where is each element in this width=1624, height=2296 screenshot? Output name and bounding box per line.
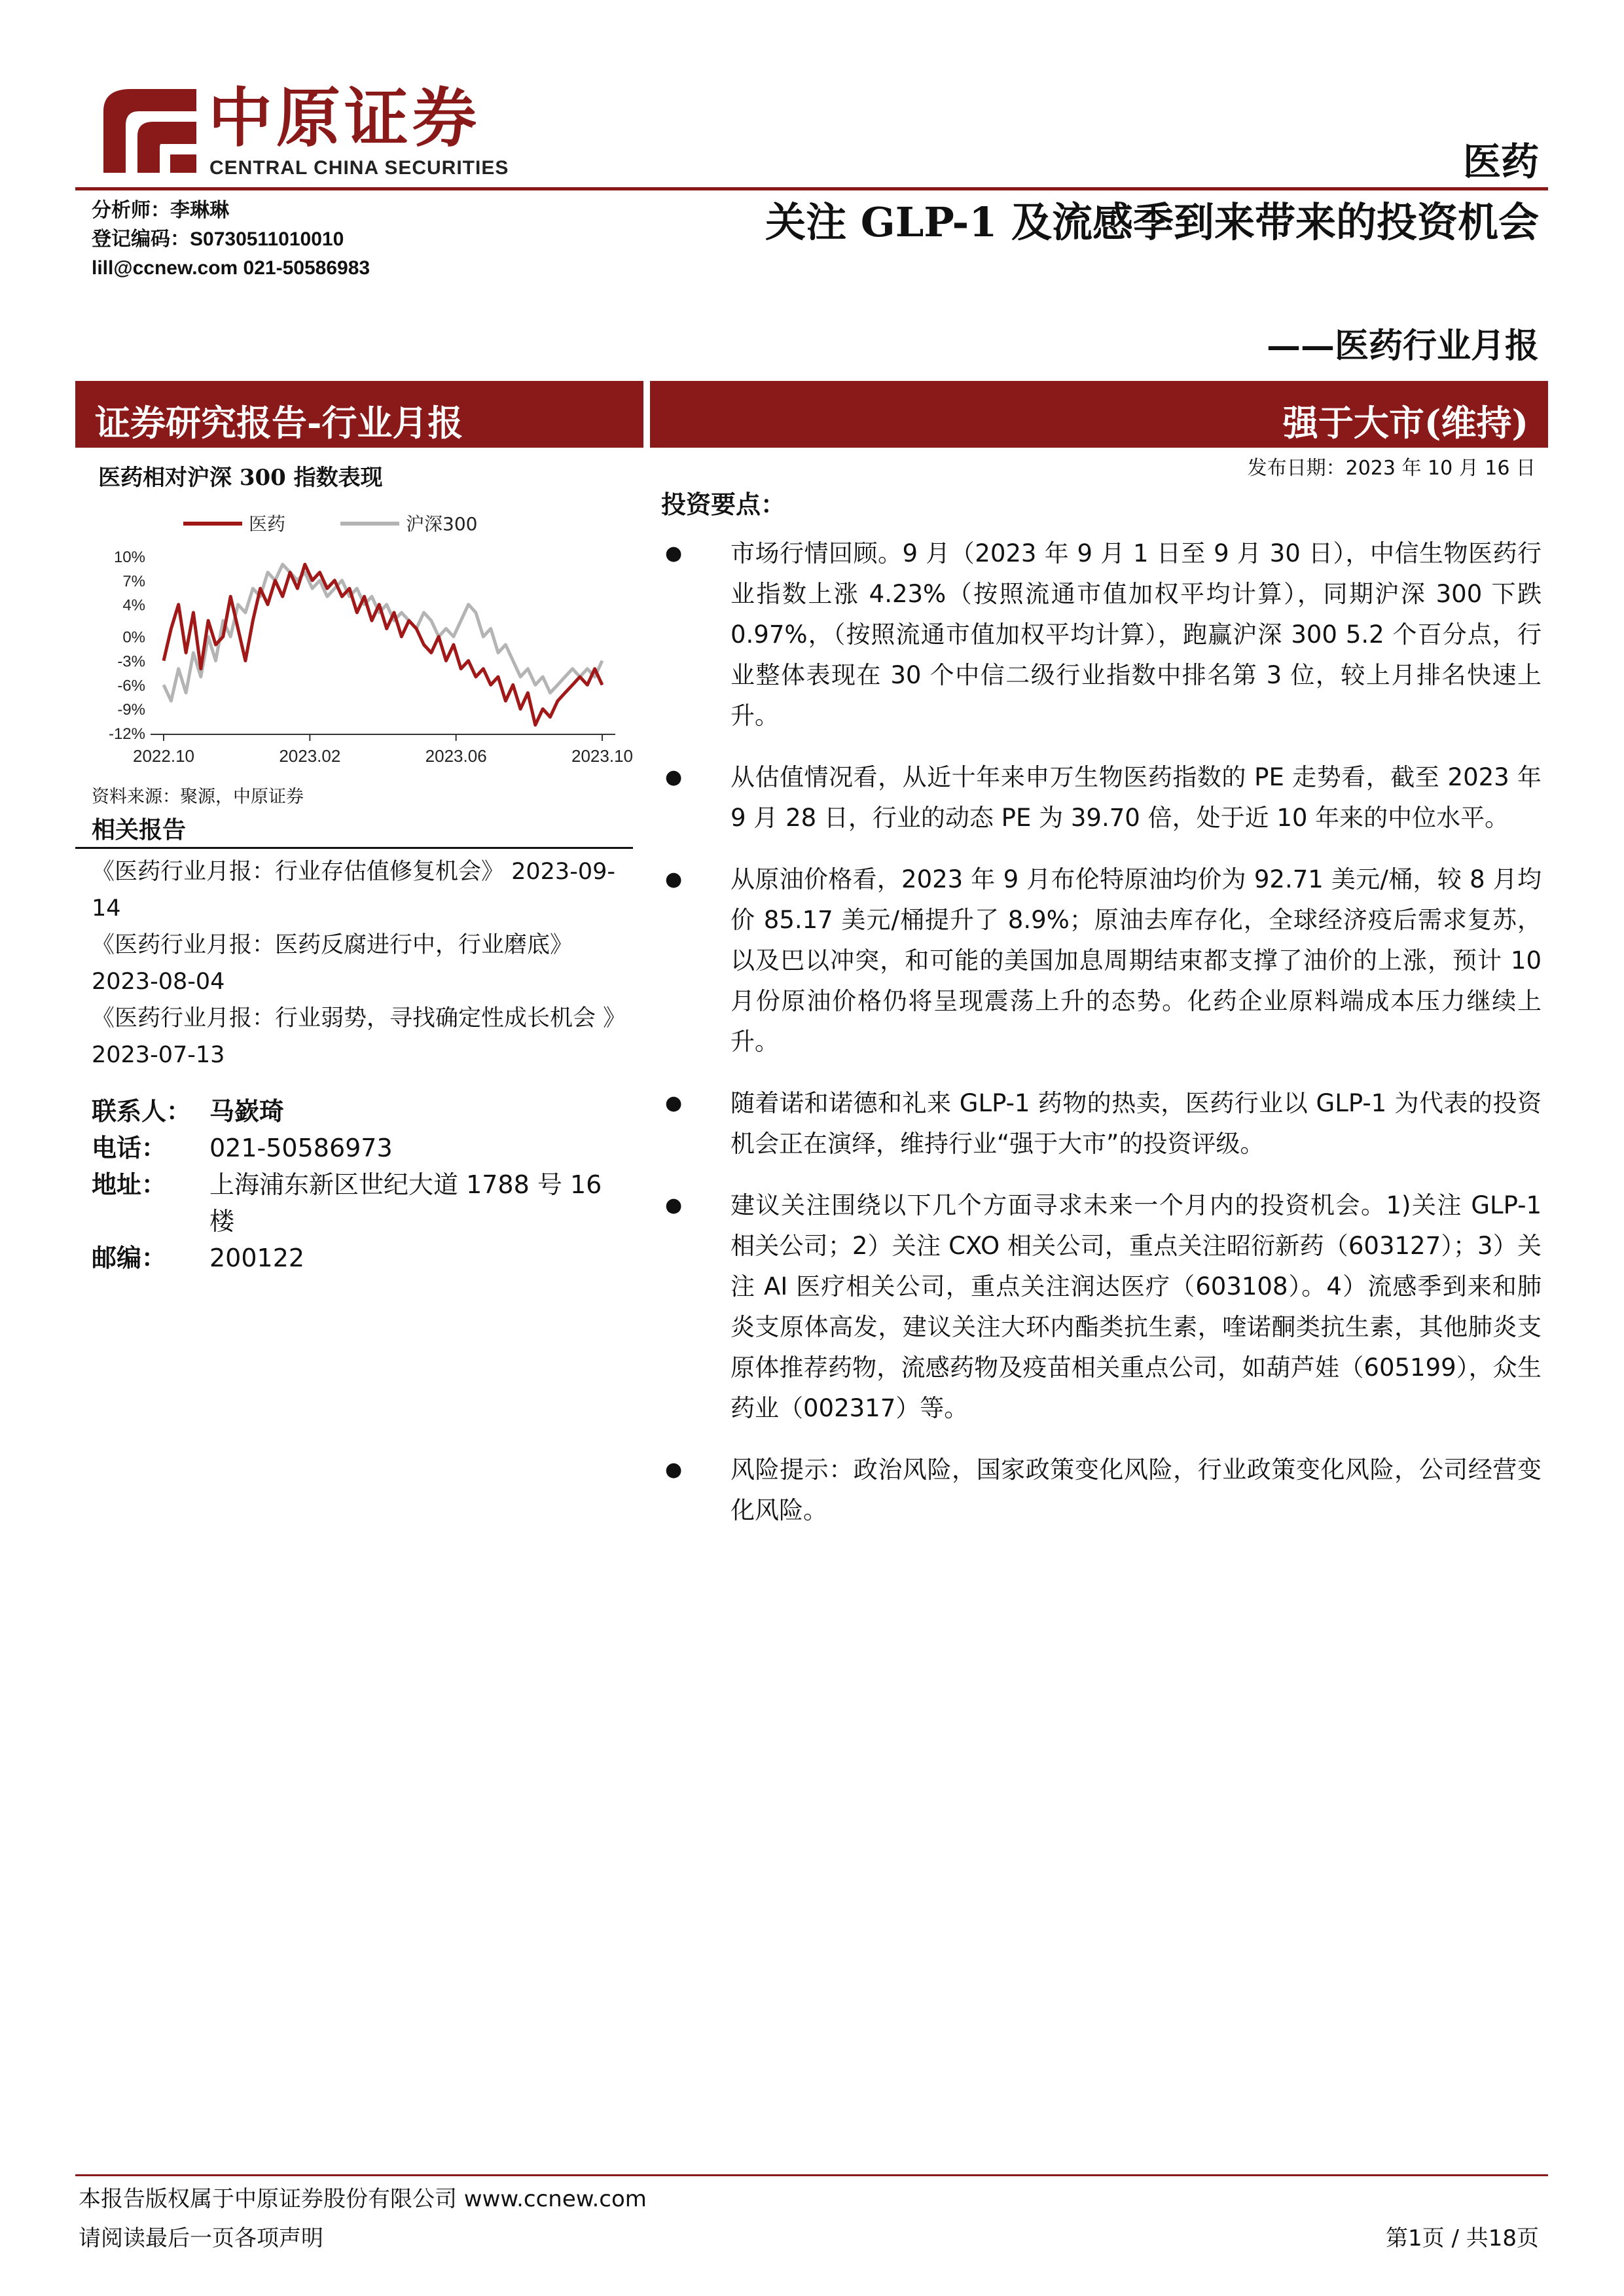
bullet-icon: ● bbox=[665, 868, 683, 891]
bullet-icon: ● bbox=[665, 766, 683, 789]
key-point-text: 从原油价格看，2023 年 9 月布伦特原油均价为 92.71 美元/桶，较 8 月均价 85.17 美元/桶提升了 8.9%；原油去库存化，全球经济疫后需求复苏，以及巴以冲突，和可能的美国加息周期结束都支撑了油价的上涨，预计 10 月份原油价格仍将呈现震荡上升的态势。化药企业原料端成本压力继续上升。 bbox=[731, 865, 1542, 1056]
related-divider bbox=[75, 847, 633, 849]
phone-value: 021-50586973 bbox=[209, 1134, 393, 1162]
y-tick-label: 4% bbox=[122, 596, 145, 615]
chart-source: 资料来源：聚源，中原证券 bbox=[92, 787, 304, 807]
address-label: 地址： bbox=[92, 1170, 167, 1199]
contact-person: 马嶔琦 bbox=[209, 1096, 285, 1126]
y-axis-ticks bbox=[109, 548, 145, 743]
rating-label: 强于大市(维持) bbox=[1282, 402, 1528, 444]
key-point-item bbox=[661, 533, 1542, 736]
report-type-label: 证券研究报告-行业月报 bbox=[95, 402, 463, 444]
y-tick-label: -9% bbox=[117, 701, 145, 719]
key-point-item bbox=[661, 1083, 1542, 1164]
copyright-notice: 本报告版权属于中原证券股份有限公司 www.ccnew.com bbox=[79, 2186, 647, 2212]
related-reports-list bbox=[92, 853, 635, 1073]
key-point-text: 市场行情回顾。9 月（2023 年 9 月 1 日至 9 月 30 日），中信生物医药行业指数上涨 4.23%（按照流通市值加权平均计算），同期沪深 300 下跌 0.97%，（按照流通市值加权平均计算），跑赢沪深 300 5.2 个百分点，行业整体表现在 30 个中信二级行业指数中排名第 3 位，较上月排名快速上升。 bbox=[731, 539, 1542, 730]
related-report-item[interactable]: 《医药行业月报：行业弱势，寻找确定性成长机会 》 2023-07-13 bbox=[92, 1005, 626, 1068]
key-point-item bbox=[661, 757, 1542, 838]
bullet-icon: ● bbox=[665, 1194, 683, 1217]
sector-label: 医药 bbox=[1462, 139, 1539, 184]
report-title: 关注 GLP-1 及流感季到来带来的投资机会 bbox=[765, 198, 1539, 246]
key-point-item bbox=[661, 1185, 1542, 1429]
analyst-name: 分析师：李琳琳 bbox=[92, 200, 229, 221]
page-number: 第1页 / 共18页 bbox=[1386, 2225, 1539, 2251]
analyst-registration: 登记编码：S0730511010010 bbox=[92, 228, 344, 250]
company-logo-icon bbox=[98, 85, 200, 177]
y-tick-label: 10% bbox=[113, 548, 145, 566]
logo-chinese-name: 中原证券 bbox=[208, 81, 481, 156]
disclaimer-note: 请阅读最后一页各项声明 bbox=[79, 2225, 323, 2251]
key-point-item bbox=[661, 859, 1542, 1062]
x-tick-label: 2023.02 bbox=[279, 746, 341, 766]
chart-lines bbox=[164, 564, 602, 725]
x-tick-label: 2022.10 bbox=[133, 746, 194, 766]
address-value: 上海浦东新区世纪大道 1788 号 16 楼 bbox=[209, 1170, 602, 1236]
key-points-heading: 投资要点： bbox=[661, 490, 786, 519]
key-point-text: 随着诺和诺德和礼来 GLP-1 药物的热卖，医药行业以 GLP-1 为代表的投资机会正在演绎，维持行业“强于大市”的投资评级。 bbox=[731, 1089, 1542, 1158]
report-type-band bbox=[75, 381, 643, 448]
publish-date: 发布日期：2023 年 10 月 16 日 bbox=[1247, 457, 1536, 480]
key-point-text: 建议关注围绕以下几个方面寻求未来一个月内的投资机会。1)关注 GLP-1 相关公司；2）关注 CXO 相关公司，重点关注昭衍新药（603127）；3）关注 AI 医疗相关公司，重点关注润达医疗（603108）。4）流感季到来和肺炎支原体高发，建议关注大环内酯类抗生素，喹诺酮类抗生素，其他肺炎支原体推荐药物，流感药物及疫苗相关重点公司，如葫芦娃（605199），众生药业（002317）等。 bbox=[731, 1191, 1542, 1422]
related-report-item[interactable]: 《医药行业月报：医药反腐进行中，行业磨底》 2023-08-04 bbox=[92, 932, 573, 995]
chart-title: 医药相对沪深 300 指数表现 bbox=[98, 465, 383, 491]
report-subtitle: ——医药行业月报 bbox=[1266, 326, 1539, 366]
related-reports-heading: 相关报告 bbox=[92, 816, 187, 844]
x-axis-ticks bbox=[133, 734, 633, 766]
contact-block bbox=[92, 1093, 628, 1276]
analyst-contact: lill@ccnew.com 021-50586983 bbox=[92, 257, 370, 279]
y-tick-label: 0% bbox=[122, 628, 145, 647]
y-tick-label: -12% bbox=[108, 725, 145, 743]
series-line-pharma bbox=[164, 564, 602, 725]
key-point-item bbox=[661, 1450, 1542, 1531]
key-point-text: 风险提示：政治风险，国家政策变化风险，行业政策变化风险，公司经营变化风险。 bbox=[731, 1456, 1542, 1524]
postcode-value: 200122 bbox=[209, 1244, 305, 1272]
bullet-icon: ● bbox=[665, 542, 683, 565]
x-tick-label: 2023.06 bbox=[425, 746, 487, 766]
header-divider bbox=[75, 187, 1548, 190]
performance-chart bbox=[92, 497, 635, 772]
legend-label: 医药 bbox=[249, 513, 286, 535]
rating-band bbox=[650, 381, 1548, 448]
key-points-list bbox=[661, 533, 1542, 1552]
postcode-label: 邮编： bbox=[92, 1243, 167, 1272]
footer-divider bbox=[75, 2174, 1548, 2176]
key-point-text: 从估值情况看，从近十年来申万生物医药指数的 PE 走势看，截至 2023 年 9 月 28 日，行业的动态 PE 为 39.70 倍，处于近 10 年来的中位水平。 bbox=[731, 763, 1542, 832]
x-tick-label: 2023.10 bbox=[571, 746, 633, 766]
chart-legend bbox=[183, 513, 477, 535]
series-line-csi300 bbox=[164, 564, 602, 701]
bullet-icon: ● bbox=[665, 1092, 683, 1115]
bullet-icon: ● bbox=[665, 1458, 683, 1481]
analyst-info bbox=[92, 196, 370, 283]
y-tick-label: -3% bbox=[117, 653, 145, 671]
logo-english-name: CENTRAL CHINA SECURITIES bbox=[209, 157, 509, 179]
related-report-item[interactable]: 《医药行业月报：行业存估值修复机会》 2023-09-14 bbox=[92, 859, 615, 922]
y-tick-label: -6% bbox=[117, 677, 145, 695]
phone-label: 电话： bbox=[92, 1133, 167, 1162]
y-tick-label: 7% bbox=[122, 572, 145, 590]
contact-person-label: 联系人： bbox=[92, 1096, 192, 1126]
legend-label: 沪深300 bbox=[406, 513, 478, 535]
